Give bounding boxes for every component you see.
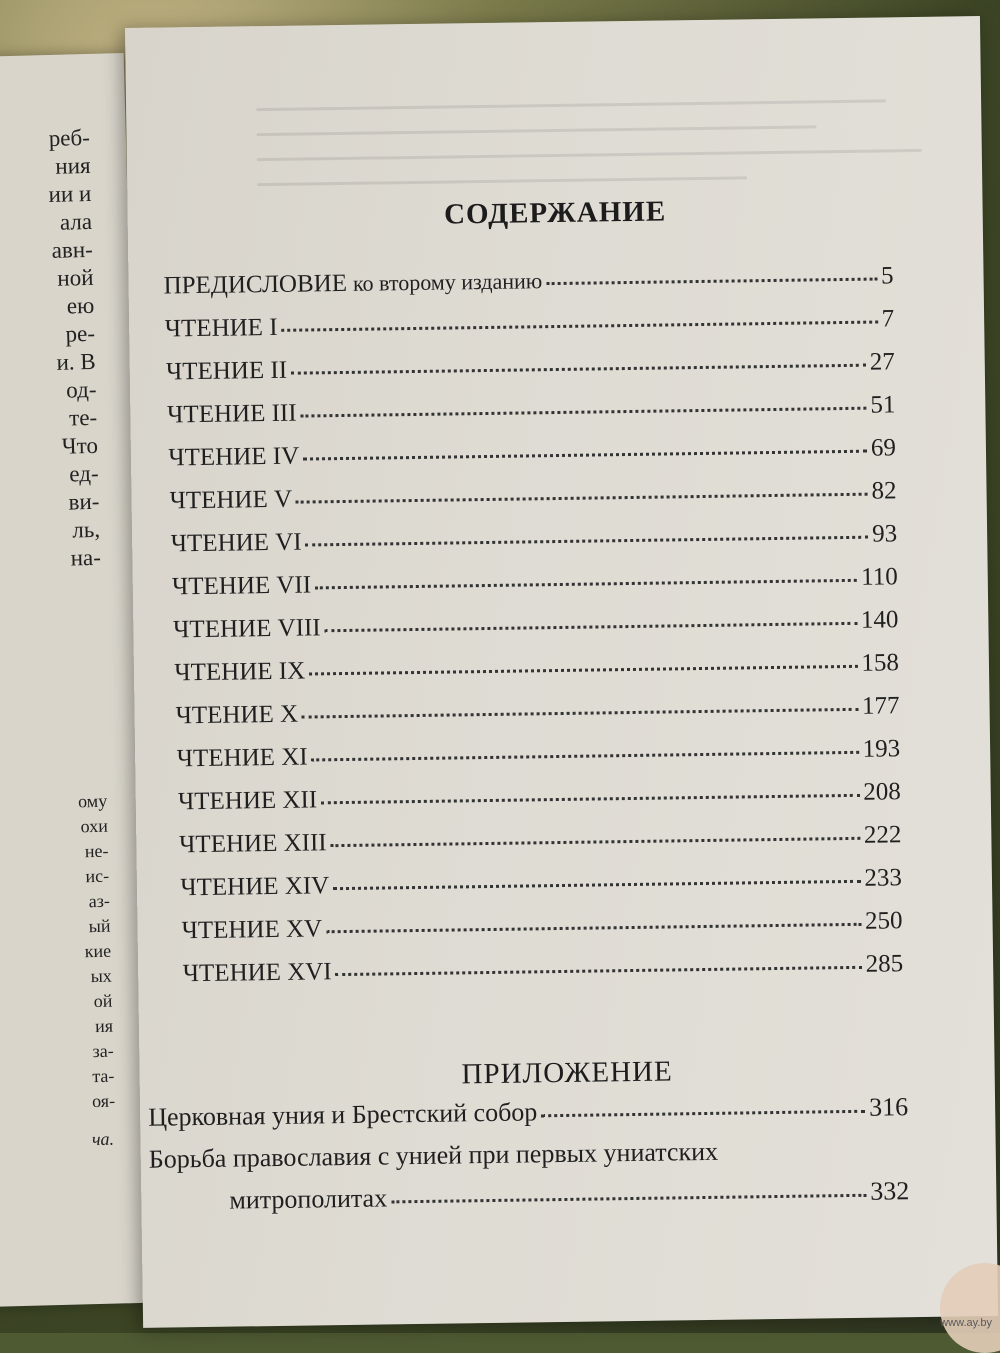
left-page-line: ый (88, 915, 111, 937)
contents-title: СОДЕРЖАНИЕ (443, 195, 667, 231)
contents-entry-page: 69 (870, 434, 897, 462)
leader-dots (333, 880, 860, 890)
left-page-line: ной (57, 264, 94, 291)
contents-entry-label: ЧТЕНИЕ XII (177, 786, 318, 816)
leader-dots (306, 536, 869, 547)
watermark: www.ay.by (940, 1317, 992, 1329)
left-page-italic-fragment: ча. (91, 1128, 115, 1150)
leader-dots (336, 966, 862, 976)
left-page-line: охи (80, 815, 109, 837)
leader-dots (391, 1194, 866, 1204)
left-page-line: ии и (48, 180, 92, 207)
left-page-line: ала (59, 208, 93, 235)
contents-entry-label: ПРЕДИСЛОВИЕ (163, 269, 348, 300)
contents-entry-label: ЧТЕНИЕ I (164, 313, 278, 343)
leader-dots (325, 622, 857, 632)
appendix-entry-page: 332 (870, 1176, 910, 1206)
contents-entry-page: 140 (860, 606, 899, 634)
leader-dots (303, 450, 867, 461)
left-page-line: од- (65, 376, 97, 403)
contents-entry-page: 233 (864, 864, 903, 892)
left-page-line: не- (84, 840, 109, 862)
left-page-line: ви- (68, 488, 100, 515)
contents-entry-label: ЧТЕНИЕ V (169, 485, 293, 515)
contents-entry-label: ЧТЕНИЕ II (165, 356, 288, 386)
left-page-line: на- (70, 544, 102, 571)
contents-entry-page: 7 (881, 305, 895, 333)
contents-entry-page: 222 (863, 821, 902, 849)
left-page-text-bottom (78, 789, 116, 1115)
leader-dots (312, 751, 859, 762)
left-page-line: и. В (56, 348, 96, 375)
appendix-list (148, 1092, 910, 1229)
left-page-line: ль, (72, 516, 101, 543)
contents-entry-page: 93 (871, 520, 898, 548)
contents-entry-page: 158 (861, 649, 900, 677)
leader-dots (296, 493, 868, 504)
contents-entry-page: 110 (860, 563, 898, 591)
left-page-line: ис- (85, 865, 110, 887)
left-page-line: аз- (88, 890, 111, 912)
contents-entry (173, 950, 904, 1003)
appendix-title: ПРИЛОЖЕНИЕ (461, 1055, 673, 1091)
contents-list (163, 262, 903, 1003)
book-page (125, 16, 998, 1328)
leader-dots (546, 278, 877, 286)
contents-entry-label: ЧТЕНИЕ XVI (182, 958, 332, 988)
leader-dots (326, 923, 861, 933)
leader-dots (301, 407, 867, 418)
contents-entry-sublabel: ко второму изданию (352, 268, 543, 296)
left-page-line: ния (55, 152, 91, 179)
left-page-line: ых (90, 965, 113, 987)
contents-entry-label: ЧТЕНИЕ VI (170, 528, 302, 558)
contents-entry-page: 82 (871, 477, 897, 505)
leader-dots (331, 837, 860, 847)
contents-entry-label: ЧТЕНИЕ III (167, 399, 297, 429)
left-page-line: оя- (91, 1090, 116, 1112)
left-page-line: реб- (48, 124, 91, 151)
left-page-line: ею (66, 292, 95, 319)
left-page-line: Что (61, 432, 99, 459)
appendix-entry-label: Церковная уния и Брестский собор (148, 1097, 538, 1132)
contents-entry-label: ЧТЕНИЕ VIII (173, 614, 321, 644)
left-page-line: те- (68, 404, 98, 431)
leader-dots (291, 364, 866, 375)
left-page-line: ому (77, 790, 108, 812)
left-page-line: кие (84, 940, 112, 962)
contents-entry-page: 177 (861, 692, 900, 720)
left-page-line: ре- (65, 320, 96, 347)
leader-dots (282, 321, 878, 332)
leader-dots (309, 665, 857, 676)
contents-entry-label: ЧТЕНИЕ XIII (179, 829, 327, 859)
left-page-line: та- (92, 1065, 115, 1087)
contents-entry-page: 5 (880, 262, 894, 290)
contents-entry-label: ЧТЕНИЕ IV (168, 442, 300, 472)
left-page-line: ой (93, 990, 113, 1012)
contents-entry-label: ЧТЕНИЕ IX (174, 657, 306, 687)
contents-entry-label: ЧТЕНИЕ VII (171, 571, 312, 601)
appendix-entry-page: 316 (868, 1092, 909, 1122)
left-page-line: авн- (51, 236, 94, 263)
contents-entry-page: 285 (865, 950, 904, 978)
leader-dots (541, 1110, 865, 1118)
appendix-entry-label-line2: митрополитах (229, 1183, 388, 1215)
contents-entry-page: 51 (870, 391, 896, 419)
appendix-entry-label-line1: Борьба православия с унией при первых униатских (148, 1136, 719, 1174)
contents-entry-label: ЧТЕНИЕ XI (176, 743, 308, 773)
left-page-line: ия (94, 1015, 114, 1037)
contents-entry-label: ЧТЕНИЕ XV (181, 915, 323, 945)
contents-entry-page: 193 (862, 735, 901, 763)
leader-dots (321, 794, 859, 805)
contents-entry-label: ЧТЕНИЕ XIV (180, 872, 330, 902)
contents-entry-page: 208 (863, 778, 901, 806)
left-page-line: ед- (69, 460, 99, 487)
contents-entry-label: ЧТЕНИЕ X (175, 700, 299, 730)
left-page-line: за- (92, 1040, 114, 1062)
contents-entry-page: 27 (869, 348, 895, 376)
contents-entry-page: 250 (864, 907, 903, 935)
left-page-text-top (47, 124, 101, 573)
leader-dots (302, 708, 858, 719)
leader-dots (315, 579, 857, 590)
